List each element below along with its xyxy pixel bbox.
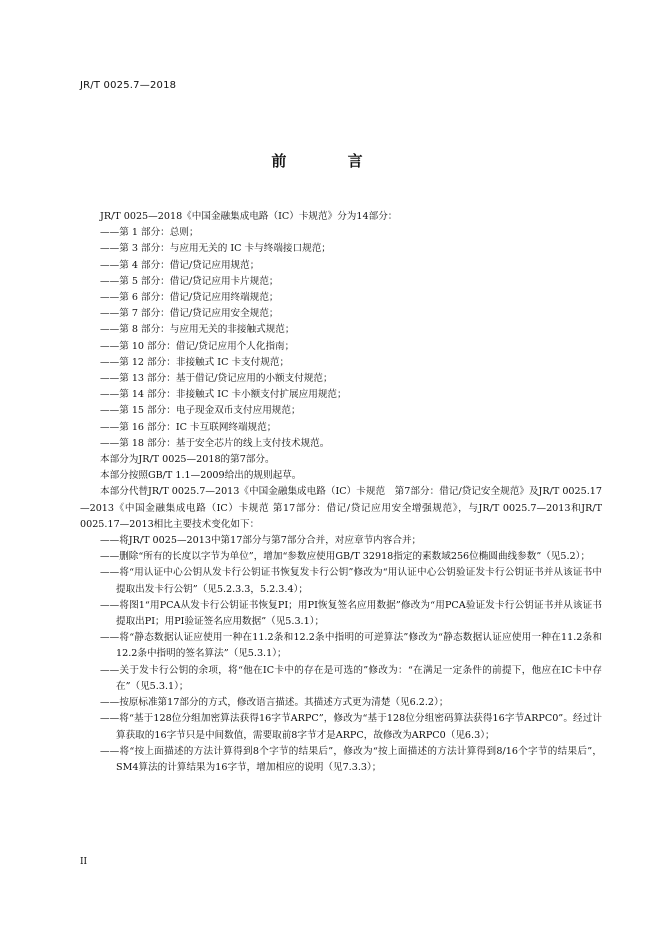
list-item: ——第 6 部分：借记/贷记应用终端规范； — [100, 292, 279, 304]
list-item: ——第 15 部分：电子现金双币支付应用规范； — [100, 405, 301, 417]
change-item: ——删除“所有的长度以字节为单位”，增加“参数应使用GB/T 32918指定的素数域256位椭圆曲线参数”（见5.2）； — [100, 551, 591, 563]
page-number: II — [80, 857, 88, 867]
paragraph: 本部分为JR/T 0025—2018的第7部分。 — [100, 454, 275, 466]
list-item: ——第 18 部分：基于安全芯片的线上支付技术规范。 — [100, 437, 330, 449]
document-header: JR/T 0025.7—2018 — [80, 80, 177, 91]
list-item: ——第 13 部分：基于借记/贷记应用的小额支付规范； — [100, 373, 333, 385]
change-item: ——将“基于128位分组加密算法获得16字节ARPC”，修改为“基于128位分组密码算法获得16字节ARPC0”。经过计算获取的16字节只是中间数值，需要取前8字节才是ARPC，故修改为ARPC0（见6.3）； — [100, 713, 602, 741]
paragraph: 本部分代替JR/T 0025.7—2013《中国金融集成电路（IC）卡规范 第7部分：借记/贷记安全规范》及JR/T 0025.17—2013《中国金融集成电路（IC）卡规范 第17部分：借记/贷记应用安全增强规范》，与JR/T 0025.7—2013和JR/T 0025.17—2013相比主要技术变化如下： — [80, 486, 602, 530]
list-item: ——第 3 部分：与应用无关的 IC 卡与终端接口规范； — [100, 243, 331, 255]
change-item: ——按原标准第17部分的方式，修改语言描述。其描述方式更为清楚（见6.2.2）； — [100, 697, 449, 709]
change-item: ——将JR/T 0025—2013中第17部分与第7部分合并，对应章节内容合并； — [100, 535, 422, 547]
list-item: ——第 16 部分：IC 卡互联网终端规范； — [100, 421, 277, 433]
list-item: ——第 7 部分：借记/贷记应用安全规范； — [100, 308, 279, 320]
intro-paragraph: JR/T 0025—2018《中国金融集成电路（IC）卡规范》分为14部分： — [100, 211, 398, 222]
paragraph: 本部分按照GB/T 1.1—2009给出的规则起草。 — [100, 470, 302, 482]
list-item: ——第 8 部分：与应用无关的非接触式规范； — [100, 324, 295, 336]
change-item: ——将“按上面描述的方法计算得到8个字节的结果后”，修改为“按上面描述的方法计算得到8/16个字节的结果后”，SM4算法的计算结果为16字节，增加相应的说明（见7.3.3）； — [100, 745, 602, 773]
list-item: ——第 1 部分：总则； — [100, 227, 199, 239]
list-item: ——第 4 部分：借记/贷记应用规范； — [100, 259, 260, 271]
list-item: ——第 14 部分：非接触式 IC 卡小额支付扩展应用规范； — [100, 389, 347, 401]
list-item: ——第 12 部分：非接触式 IC 卡支付规范； — [100, 356, 290, 368]
list-item: ——第 5 部分：借记/贷记应用卡片规范； — [100, 275, 279, 287]
foreword-body — [80, 209, 602, 776]
list-item: ——第 10 部分：借记/贷记应用个人化指南； — [100, 340, 295, 352]
page-title: 前 言 — [271, 152, 391, 170]
change-item: ——关于发卡行公钥的余项，将“他在IC卡中的存在是可选的”修改为：“在满足一定条件的前提下，他应在IC卡中存在”（见5.3.1）； — [100, 664, 602, 692]
change-item: ——将“静态数据认证应使用一种在11.2条和12.2条中指明的可逆算法”修改为“静态数据认证应使用一种在11.2条和12.2条中指明的签名算法”（见5.3.1）； — [100, 632, 602, 660]
change-item: ——将图1“用PCA从发卡行公钥证书恢复PI；用PI恢复签名应用数据”修改为“用PCA验证发卡行公钥证书并从该证书提取出PI；用PI验证签名应用数据”（见5.3.1）； — [100, 599, 602, 628]
change-item: ——将“用认证中心公钥从发卡行公钥证书恢复发卡行公钥”修改为“用认证中心公钥验证发卡行公钥证书并从该证书中提取出发卡行公钥”（见5.2.3.3，5.2.3.4）； — [100, 567, 602, 595]
